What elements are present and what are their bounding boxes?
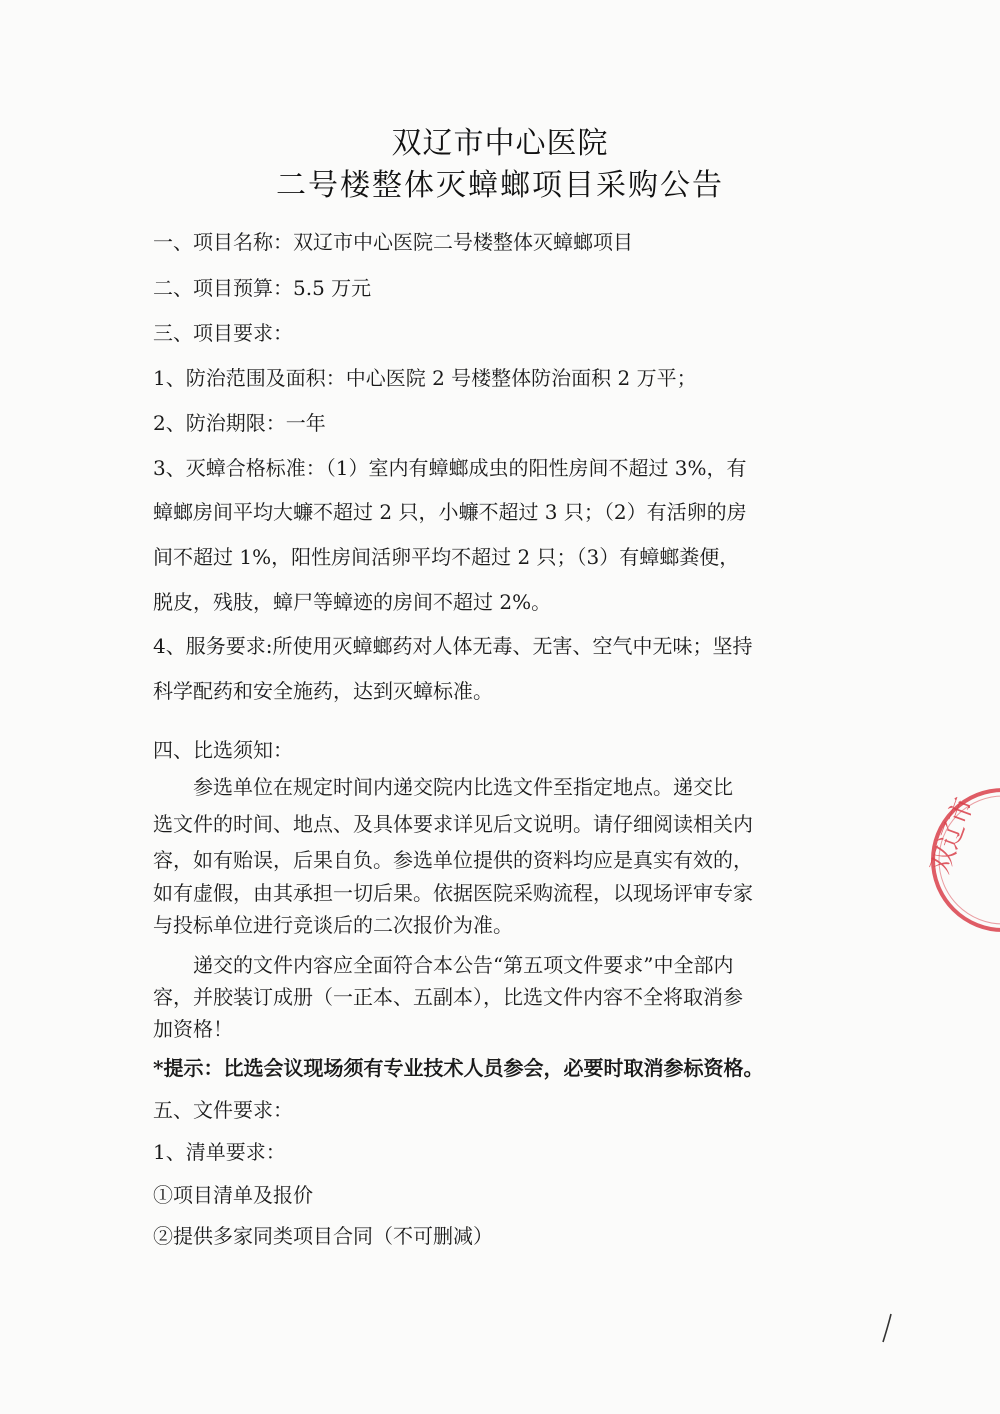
requirement-standard-line: 3、灭蟑合格标准：（1）室内有蟑螂成虫的阳性房间不超过 3%，有	[153, 456, 747, 480]
requirement-scope-line: 1、防治范围及面积：中心医院 2 号楼整体防治面积 2 万平；	[153, 366, 697, 390]
notice-paragraph-line: 如有虚假，由其承担一切后果。依据医院采购流程，以现场评审专家	[153, 881, 753, 905]
tip-line: *提示：比选会议现场须有专业技术人员参会，必要时取消参标资格。	[153, 1056, 764, 1080]
notice-paragraph-line: 加资格！	[153, 1017, 233, 1041]
requirement-standard-line: 脱皮，残肢，蟑尸等蟑迹的房间不超过 2%。	[153, 590, 552, 614]
pen-mark	[880, 1312, 894, 1344]
notice-paragraph-line: 递交的文件内容应全面符合本公告“第五项文件要求”中全部内	[153, 953, 734, 977]
requirement-standard-line: 蟑螂房间平均大蠊不超过 2 只，小蠊不超过 3 只；（2）有活卵的房	[153, 500, 747, 524]
requirement-service-line: 4、服务要求:所使用灭蟑螂药对人体无毒、无害、空气中无味；坚持	[153, 634, 753, 658]
requirement-period-line: 2、防治期限：一年	[153, 411, 326, 435]
notice-paragraph-line: 与投标单位进行竞谈后的二次报价为准。	[153, 913, 513, 937]
requirement-service-line: 科学配药和安全施药，达到灭蟑标准。	[153, 679, 493, 703]
project-name-line: 一、项目名称：双辽市中心医院二号楼整体灭蟑螂项目	[153, 230, 633, 254]
notice-paragraph-line: 容，并胶装订成册（一正本、五副本），比选文件内容不全将取消参	[153, 985, 743, 1009]
notice-paragraph-line: 选文件的时间、地点、及具体要求详见后文说明。请仔细阅读相关内	[153, 812, 753, 836]
requirement-standard-line: 间不超过 1%，阳性房间活卵平均不超过 2 只；（3）有蟑螂粪便，	[153, 545, 740, 569]
document-subtitle: 二号楼整体灭蟑螂项目采购公告	[276, 168, 724, 203]
list-requirements-heading: 1、清单要求：	[153, 1140, 286, 1164]
list-item: ①项目清单及报价	[153, 1183, 313, 1207]
document-title: 双辽市中心医院	[391, 126, 609, 161]
notice-paragraph-line: 参选单位在规定时间内递交院内比选文件至指定地点。递交比	[153, 775, 733, 799]
svg-text:双辽市: 双辽市	[925, 793, 981, 878]
project-budget-line: 二、项目预算：5.5 万元	[153, 276, 372, 300]
official-seal-icon	[925, 780, 1000, 940]
project-requirements-heading: 三、项目要求：	[153, 321, 293, 345]
notice-paragraph-line: 容，如有贻误，后果自负。参选单位提供的资料均应是真实有效的，	[153, 848, 753, 872]
list-item: ②提供多家同类项目合同（不可删减）	[153, 1224, 493, 1248]
file-requirements-heading: 五、文件要求：	[153, 1098, 293, 1122]
selection-notice-heading: 四、比选须知：	[153, 738, 293, 762]
